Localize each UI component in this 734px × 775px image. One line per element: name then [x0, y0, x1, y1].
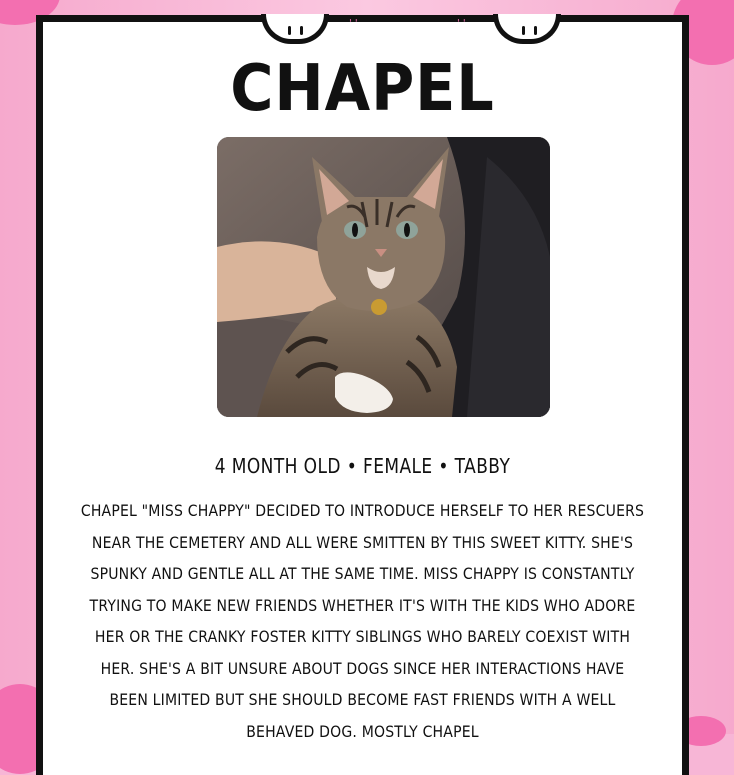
cat-photo: [217, 137, 550, 417]
blush-icon: ' ': [457, 18, 466, 29]
cat-description-text: CHAPEL "MISS CHAPPY" DECIDED TO INTRODUCE HERSELF TO HER RESCUERS NEAR THE CEMETERY AND ALL WERE SMITTEN BY THIS SWEET KITTY. SHE'S SPUNKY AND GENTLE ALL AT THE SAME TIME. MISS CHAPPY IS CONSTANTLY TRYING TO MAKE NEW FRIENDS WHETHER IT'S WITH THE KIDS WHO ADORE HER OR THE CRANKY FOSTER KITTY SIBLINGS WHO BARELY COEXIST WITH HER. SHE'S A BIT UNSURE ABOUT DOGS SINCE HER INTERACTIONS HAVE BEEN LIMITED BUT SHE SHOULD BECOME FAST FRIENDS WITH A WELL BEHAVED DOG. MOSTLY CHAPEL: [80, 502, 645, 741]
cat-name-title: CHAPEL: [230, 52, 495, 126]
cat-paws-icon: [261, 14, 561, 44]
cat-details: 4 MONTH OLD • FEMALE • TABBY: [214, 454, 511, 478]
right-paw-icon: [493, 14, 561, 44]
left-paw-icon: [261, 14, 329, 44]
blush-icon: ' ': [349, 18, 358, 29]
poster-card: [36, 15, 689, 775]
cat-description: [49, 496, 676, 748]
